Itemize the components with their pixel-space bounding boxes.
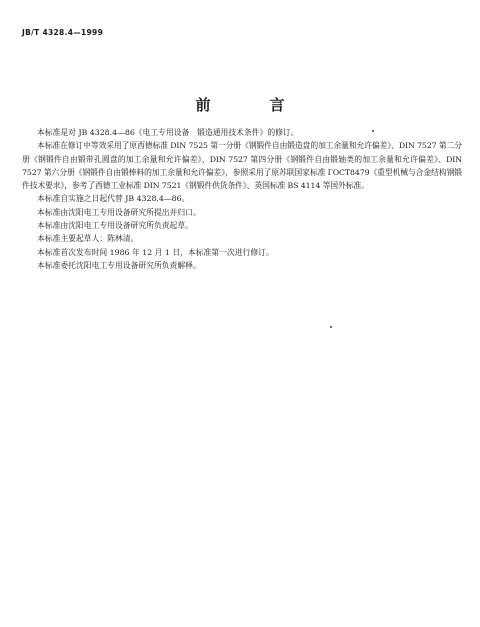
page-title: 前 言: [195, 96, 307, 114]
paragraph-drafted-by: 本标准由沈阳电工专用设备研究所负责起草。: [37, 221, 193, 231]
paragraph-adopted-standards: 本标准在修订中等效采用了原西德标准 DIN 7525 第一分册《钢锻件自由锻造盘的加工余量和允许偏差》、DIN 7527 第二分册《钢锻件自由锻带孔圆盘的加工余量和允许偏差》、DIN 7527 第四分册《钢锻件自由锻轴类的加工余量和允许偏差》、DIN 7527 第六分册《钢锻件自由锻棒料的加工余量和允许偏差》，参照采用了原苏联国家标准 ГОСТ8479《重型机械与合金结构钢锻件技术要求》，参考了西德工业标准 DIN 7521《钢锻件供货条件》、英国标准 BS 4114 等国外标准。: [22, 141, 462, 191]
paragraph-proposed-by: 本标准由沈阳电工专用设备研究所提出并归口。: [37, 207, 201, 217]
foreword-body: [22, 126, 462, 272]
paragraph-main-drafter: 本标准主要起草人：陈林清。: [37, 234, 139, 244]
scan-speck: [330, 326, 332, 328]
paragraph-first-issued: 本标准首次发布时间 1986 年 12 月 1 日，本标准第一次进行修订。: [37, 247, 274, 257]
paragraph-revision: 本标准是对 JB 4328.4—86《电工专用设备 锻造通用技术条件》的修订。: [37, 128, 299, 137]
paragraph-interpretation: 本标准委托沈阳电工专用设备研究所负责解释。: [37, 260, 201, 270]
standard-code-header: JB/T 4328.4—1999: [22, 28, 104, 37]
scan-speck: [372, 130, 374, 132]
paragraph-replaces: 本标准自实施之日起代替 JB 4328.4—86。: [37, 194, 190, 204]
